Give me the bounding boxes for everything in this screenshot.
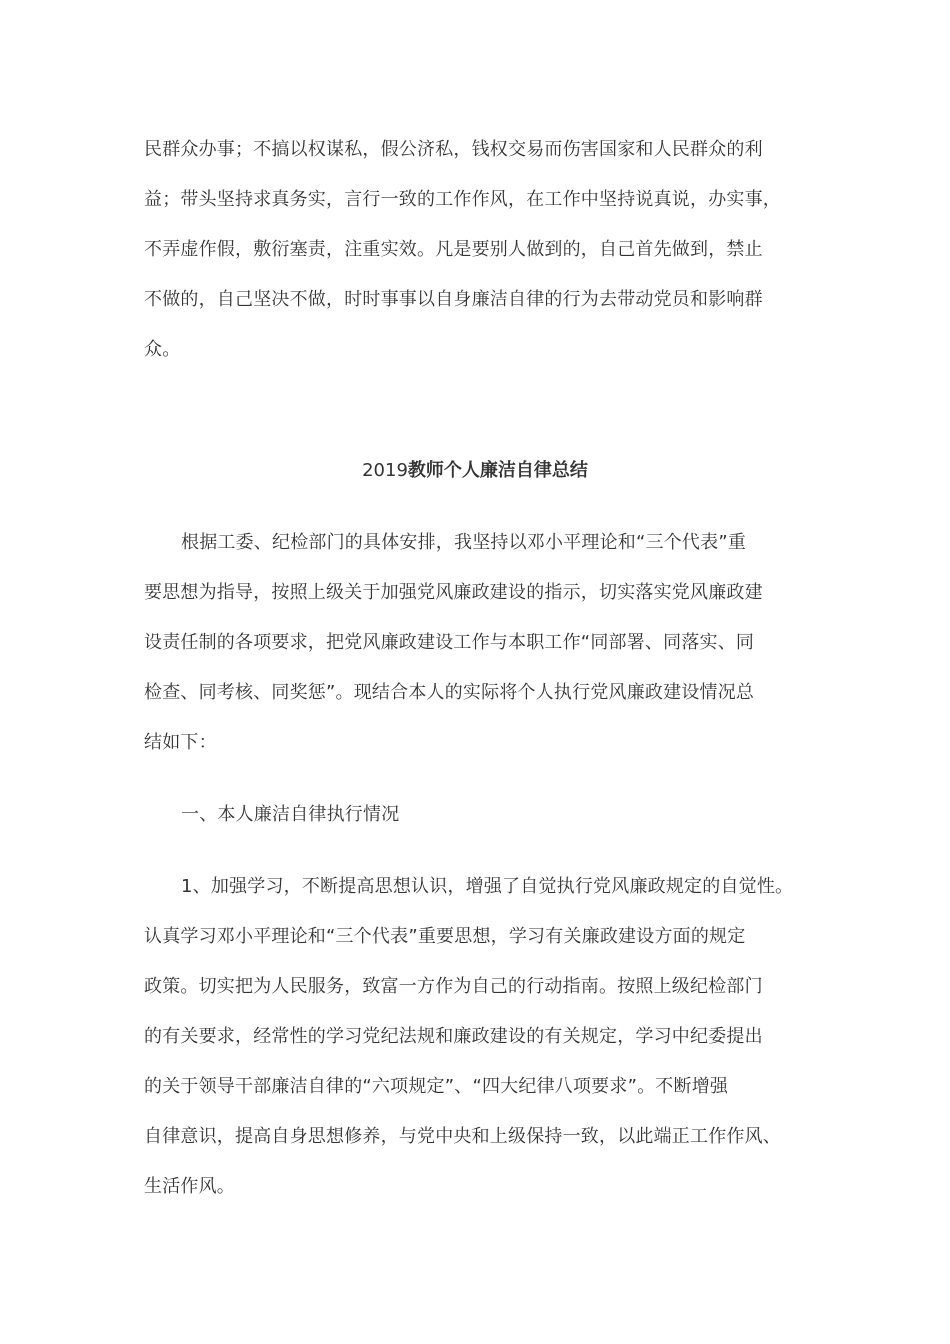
item-line: 认真学习邓小平理论和“三个代表”重要思想，学习有关廉政建设方面的规定 xyxy=(144,926,746,947)
intro-line: 益；带头坚持求真务实，言行一致的工作作风，在工作中坚持说真说，办实事， xyxy=(144,189,781,210)
paragraph-line: 要思想为指导，按照上级关于加强党风廉政建设的指示，切实落实党风廉政建 xyxy=(144,582,763,603)
item-line: 政策。切实把为人民服务，致富一方作为自己的行动指南。按照上级纪检部门 xyxy=(144,976,763,997)
intro-line: 不做的，自己坚决不做，时时事事以自身廉洁自律的行为去带动党员和影响群 xyxy=(144,289,763,310)
item-line: 自律意识，提高自身思想修养，与党中央和上级保持一致，以此端正工作作风、 xyxy=(144,1126,781,1147)
intro-line: 众。 xyxy=(144,339,181,360)
paragraph-line: 根据工委、纪检部门的具体安排，我坚持以邓小平理论和“三个代表”重 xyxy=(181,532,747,553)
title-text: 教师个人廉洁自律总结 xyxy=(407,460,588,481)
paragraph-line: 设责任制的各项要求，把党风廉政建设工作与本职工作“同部署、同落实、同 xyxy=(144,632,755,653)
intro-line: 不弄虚作假，敷衍塞责，注重实效。凡是要别人做到的，自己首先做到，禁止 xyxy=(144,239,763,260)
paragraph-line: 检查、同考核、同奖惩”。现结合本人的实际将个人执行党风廉政建设情况总 xyxy=(144,682,755,703)
item-line: 的有关要求，经常性的学习党纪法规和廉政建设的有关规定，学习中纪委提出 xyxy=(144,1026,763,1047)
document-title xyxy=(0,459,950,483)
item-line: 生活作风。 xyxy=(144,1176,235,1197)
item-line: 1、加强学习，不断提高思想认识，增强了自觉执行党风廉政规定的自觉性。 xyxy=(181,876,794,897)
intro-line: 民群众办事；不搞以权谋私，假公济私，钱权交易而伤害国家和人民群众的利 xyxy=(144,139,763,160)
section-heading: 一、本人廉洁自律执行情况 xyxy=(181,804,400,825)
title-year: 2019 xyxy=(362,460,408,481)
item-line: 的关于领导干部廉洁自律的“六项规定”、“四大纪律八项要求”。不断增强 xyxy=(144,1076,729,1097)
paragraph-line: 结如下： xyxy=(144,732,217,753)
